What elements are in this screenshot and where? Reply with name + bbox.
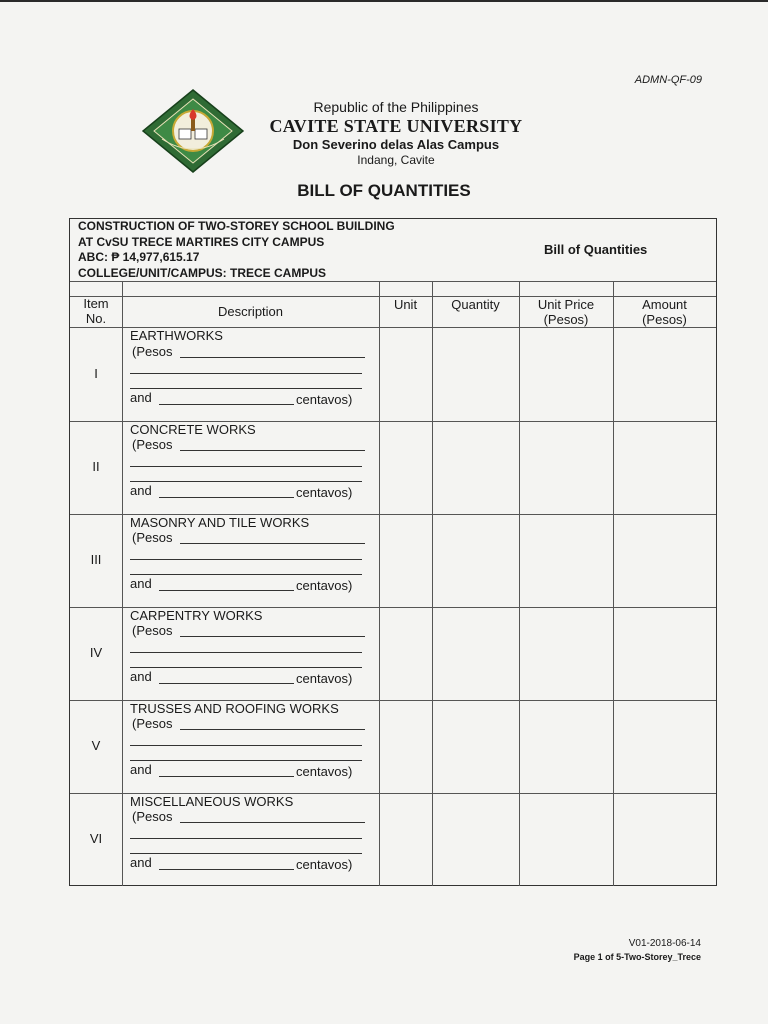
amount-in-words-line <box>130 652 362 653</box>
and-label: and <box>130 483 152 498</box>
column-header-amount: Amount (Pesos) <box>642 297 687 327</box>
table-row <box>70 328 716 421</box>
project-line-2: AT CvSU TRECE MARTIRES CITY CAMPUS <box>78 234 325 249</box>
university-seal-logo <box>142 89 244 173</box>
amount-in-words-line <box>180 729 365 730</box>
table-row <box>70 700 716 793</box>
column-header-description: Description <box>217 304 284 319</box>
project-campus: COLLEGE/UNIT/CAMPUS: TRECE CAMPUS <box>78 265 327 280</box>
amount-in-words-line <box>130 388 362 389</box>
section-name: TRUSSES AND ROOFING WORKS <box>130 701 339 716</box>
item-number: III <box>90 552 102 567</box>
column-header-unit-price: Unit Price (Pesos) <box>537 297 595 327</box>
item-number: V <box>91 738 101 753</box>
pesos-label: (Pesos <box>132 809 173 824</box>
table-row <box>70 607 716 700</box>
page-number: Page 1 of 5-Two-Storey_Trece <box>573 952 701 962</box>
amount-in-words-line <box>130 760 362 761</box>
table-row <box>70 514 716 607</box>
project-line-1: CONSTRUCTION OF TWO-STOREY SCHOOL BUILDING <box>78 219 395 233</box>
bill-of-quantities-table <box>69 218 717 886</box>
pesos-label: (Pesos <box>132 344 173 359</box>
column-header-quantity: Quantity <box>451 297 500 312</box>
republic-line: Republic of the Philippines <box>313 99 479 115</box>
centavos-line <box>159 590 294 591</box>
centavos-label: centavos) <box>296 485 353 500</box>
amount-in-words-line <box>130 466 362 467</box>
and-label: and <box>130 669 152 684</box>
amount-in-words-line <box>130 481 362 482</box>
amount-in-words-line <box>130 559 362 560</box>
centavos-line <box>159 404 294 405</box>
section-name: MASONRY AND TILE WORKS <box>130 515 310 530</box>
university-name: CAVITE STATE UNIVERSITY <box>269 116 523 136</box>
centavos-label: centavos) <box>296 578 353 593</box>
pesos-label: (Pesos <box>132 530 173 545</box>
amount-in-words-line <box>130 373 362 374</box>
column-header-unit: Unit <box>393 297 418 312</box>
section-name: MISCELLANEOUS WORKS <box>130 794 294 809</box>
and-label: and <box>130 390 152 405</box>
amount-in-words-line <box>180 543 365 544</box>
amount-in-words-line <box>180 450 365 451</box>
centavos-label: centavos) <box>296 764 353 779</box>
centavos-label: centavos) <box>296 671 353 686</box>
centavos-line <box>159 497 294 498</box>
amount-in-words-line <box>180 636 365 637</box>
centavos-label: centavos) <box>296 392 353 407</box>
pesos-label: (Pesos <box>132 623 173 638</box>
campus-name: Don Severino delas Alas Campus <box>292 137 500 152</box>
table-row <box>70 793 716 886</box>
amount-in-words-line <box>180 822 365 823</box>
amount-in-words-line <box>180 357 365 358</box>
item-number: VI <box>89 831 103 846</box>
centavos-line <box>159 683 294 684</box>
form-code: ADMN-QF-09 <box>634 74 702 86</box>
amount-in-words-line <box>130 745 362 746</box>
centavos-label: centavos) <box>296 857 353 872</box>
project-info <box>78 219 395 281</box>
boq-label: Bill of Quantities <box>544 242 648 257</box>
and-label: and <box>130 762 152 777</box>
version-code: V01-2018-06-14 <box>628 938 701 949</box>
section-name: EARTHWORKS <box>130 328 223 343</box>
amount-in-words-line <box>130 838 362 839</box>
pesos-label: (Pesos <box>132 437 173 452</box>
campus-location: Indang, Cavite <box>357 153 435 167</box>
divider-line <box>70 281 716 282</box>
column-header-item-no: Item No. <box>83 296 109 326</box>
amount-in-words-line <box>130 667 362 668</box>
item-number: IV <box>89 645 103 660</box>
item-number: I <box>94 366 98 381</box>
and-label: and <box>130 855 152 870</box>
and-label: and <box>130 576 152 591</box>
section-name: CONCRETE WORKS <box>130 422 256 437</box>
table-row <box>70 421 716 514</box>
amount-in-words-line <box>130 574 362 575</box>
section-name: CARPENTRY WORKS <box>130 608 263 623</box>
document-title: BILL OF QUANTITIES <box>297 181 471 200</box>
amount-in-words-line <box>130 853 362 854</box>
centavos-line <box>159 776 294 777</box>
centavos-line <box>159 869 294 870</box>
item-number: II <box>92 459 100 474</box>
project-abc: ABC: ₱ 14,977,615.17 <box>78 250 200 264</box>
pesos-label: (Pesos <box>132 716 173 731</box>
top-edge-line <box>0 0 768 2</box>
